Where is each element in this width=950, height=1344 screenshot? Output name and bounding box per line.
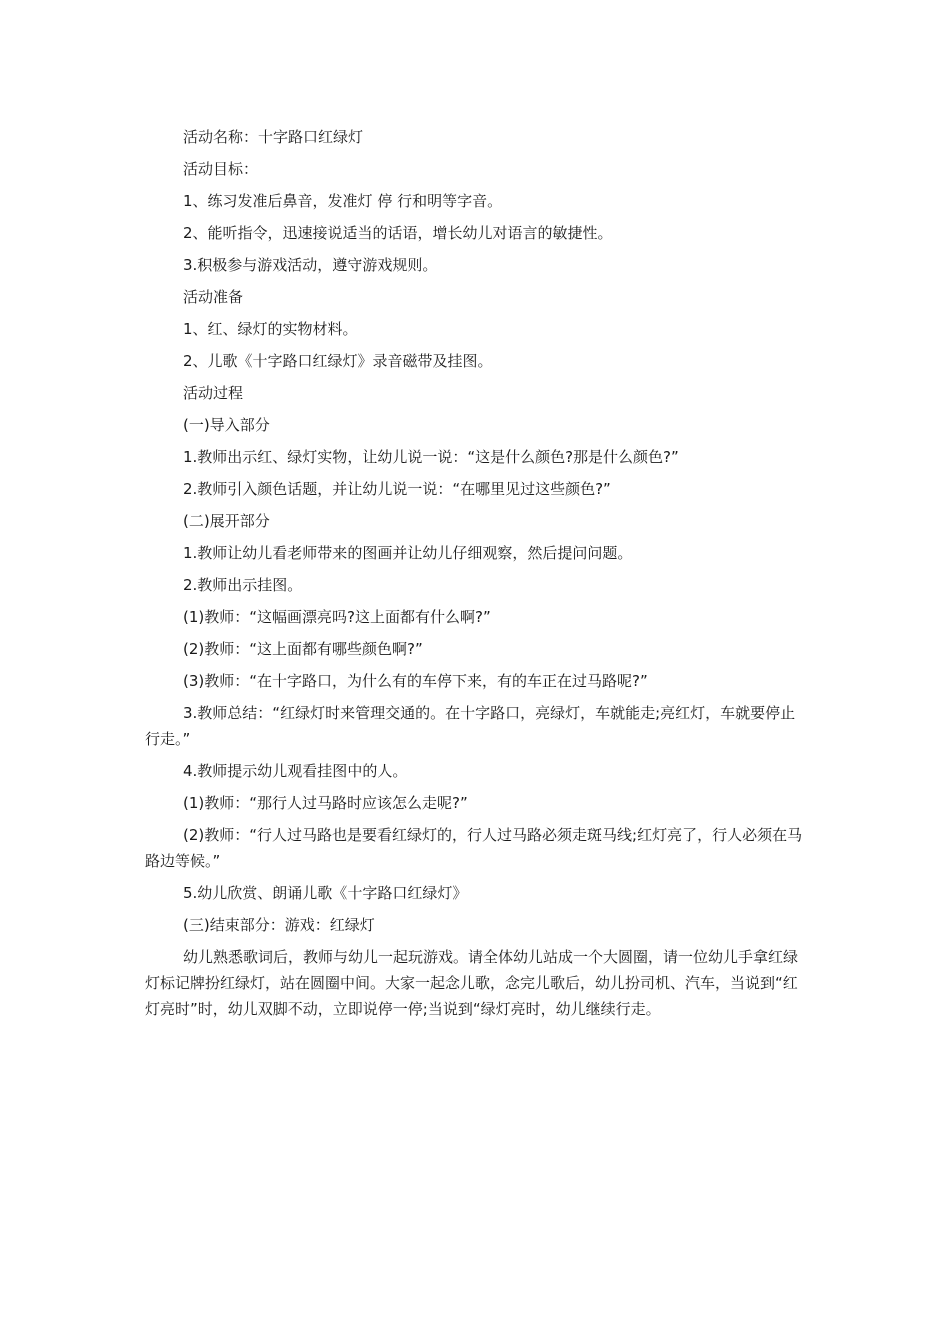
process-step: 1.教师出示红、绿灯实物，让幼儿说一说：“这是什么颜色?那是什么颜色?”	[183, 448, 679, 466]
teacher-question: (3)教师：“在十字路口，为什么有的车停下来，有的车正在过马路呢?”	[183, 672, 648, 690]
process-step: 4.教师提示幼儿观看挂图中的人。	[183, 762, 408, 780]
process-heading: 活动过程	[183, 384, 244, 402]
process-step: 1.教师让幼儿看老师带来的图画并让幼儿仔细观察，然后提问问题。	[183, 544, 633, 562]
goal-item: 1、练习发准后鼻音，发准灯 停 行和明等字音。	[183, 192, 503, 210]
preparation-item: 1、红、绿灯的实物材料。	[183, 320, 358, 338]
game-description: 幼儿熟悉歌词后，教师与幼儿一起玩游戏。请全体幼儿站成一个大圆圈，请一位幼儿手拿红绿灯标记牌扮红绿灯，站在圆圈中间。大家一起念儿歌，念完儿歌后，幼儿扮司机、汽车，当说到“红灯亮时”时，幼儿双脚不动，立即说停一停;当说到“绿灯亮时，幼儿继续行走。	[145, 948, 799, 1018]
goals-heading: 活动目标：	[183, 160, 259, 178]
section-heading: (三)结束部分：游戏：红绿灯	[183, 916, 375, 934]
document-body	[145, 124, 805, 1028]
teacher-question: (2)教师：“行人过马路也是要看红绿灯的，行人过马路必须走斑马线;红灯亮了，行人必须在马路边等候。”	[145, 826, 803, 870]
preparation-heading: 活动准备	[183, 288, 244, 306]
activity-name: 活动名称：十字路口红绿灯	[183, 128, 364, 146]
goal-item: 3.积极参与游戏活动，遵守游戏规则。	[183, 256, 438, 274]
section-heading: (二)展开部分	[183, 512, 270, 530]
process-step: 5.幼儿欣赏、朗诵儿歌《十字路口红绿灯》	[183, 884, 468, 902]
section-heading: (一)导入部分	[183, 416, 270, 434]
teacher-question: (1)教师：“那行人过马路时应该怎么走呢?”	[183, 794, 468, 812]
process-step: 2.教师引入颜色话题，并让幼儿说一说：“在哪里见过这些颜色?”	[183, 480, 611, 498]
process-step: 2.教师出示挂图。	[183, 576, 303, 594]
preparation-item: 2、儿歌《十字路口红绿灯》录音磁带及挂图。	[183, 352, 493, 370]
teacher-question: (2)教师：“这上面都有哪些颜色啊?”	[183, 640, 423, 658]
teacher-question: (1)教师：“这幅画漂亮吗?这上面都有什么啊?”	[183, 608, 491, 626]
goal-item: 2、能听指令，迅速接说适当的话语，增长幼儿对语言的敏捷性。	[183, 224, 613, 242]
process-step: 3.教师总结：“红绿灯时来管理交通的。在十字路口，亮绿灯，车就能走;亮红灯，车就要停止行走。”	[145, 704, 796, 748]
